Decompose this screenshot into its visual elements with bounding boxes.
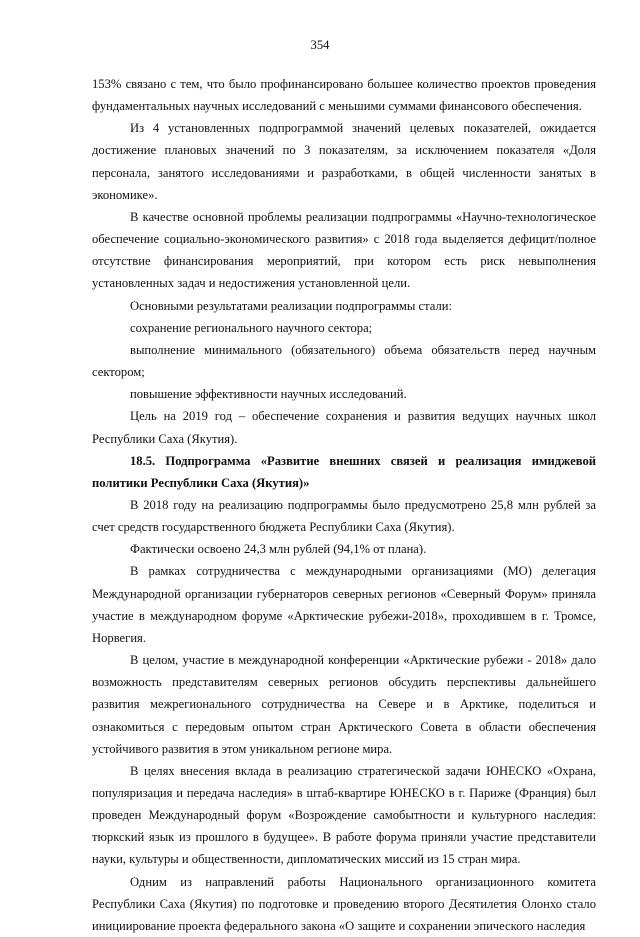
section-heading: 18.5. Подпрограмма «Развитие внешних связей и реализация имиджевой политики Республики Саха (Якутия)» (92, 453, 596, 490)
page-content (92, 73, 596, 937)
list-item: повышение эффективности научных исследований. (130, 387, 407, 402)
paragraph: В целом, участие в международной конференции «Арктические рубежи - 2018» дало возможность представителям северных регионов обсудить перспективы дальнейшего развития межрегионального сотрудничества на Севере и в Арктике, поделиться и ознакомиться с передовым опытом стран Арктического Совета в области обеспечения устойчивого развития в этом уникальном регионе мира. (92, 653, 596, 756)
page-number: 354 (310, 38, 330, 52)
paragraph: Основными результатами реализации подпрограммы стали: (130, 298, 452, 313)
paragraph: Из 4 установленных подпрограммой значений целевых показателей, ожидается достижение плановых значений по 3 показателям, за исключением показателя «Доля персонала, занятого исследованиями и разработками, в общей численности занятых в экономике». (92, 121, 596, 202)
paragraph: Фактически освоено 24,3 млн рублей (94,1% от плана). (130, 542, 427, 557)
paragraph: В рамках сотрудничества с международными организациями (МО) делегация Международной организации губернаторов северных регионов «Северный Форум» приняла участие в международном форуме «Арктические рубежи-2018», проходившем в г. Тромсе, Норвегия. (92, 564, 596, 645)
paragraph: В качестве основной проблемы реализации подпрограммы «Научно-технологическое обеспечение социально-экономического развития» с 2018 года выделяется дефицит/полное отсутствие финансирования мероприятий, при котором есть риск невыполнения установленных задач и недостижения установленной цели. (92, 209, 596, 291)
paragraph: Одним из направлений работы Национального организационного комитета Республики Саха (Якутия) по подготовке и проведению второго Десятилетия Олонхо стало инициирование проекта федерального закона «О защите и сохранении эпического наследия (92, 874, 596, 933)
paragraph: В 2018 году на реализацию подпрограммы было предусмотрено 25,8 млн рублей за счет средств государственного бюджета Республики Саха (Якутия). (92, 497, 596, 535)
paragraph: 153% связано с тем, что было профинансировано большее количество проектов проведения фундаментальных научных исследований с меньшими суммами финансового обеспечения. (92, 77, 596, 114)
paragraph: Цель на 2019 год – обеспечение сохранения и развития ведущих научных школ Республики Саха (Якутия). (92, 409, 596, 446)
list-item: выполнение минимального (обязательного) объема обязательств перед научным сектором; (92, 342, 596, 380)
paragraph: В целях внесения вклада в реализацию стратегической задачи ЮНЕСКО «Охрана, популяризация и передача наследия» в штаб-квартире ЮНЕСКО в г. Париже (Франция) был проведен Международный форум «Возрождение самобытности и культурного наследия: тюркский язык из прошлого в будущее». В работе форума приняли участие представители науки, культуры и общественности, дипломатических миссий из 15 стран мира. (92, 763, 596, 867)
list-item: сохранение регионального научного сектора; (130, 320, 373, 335)
